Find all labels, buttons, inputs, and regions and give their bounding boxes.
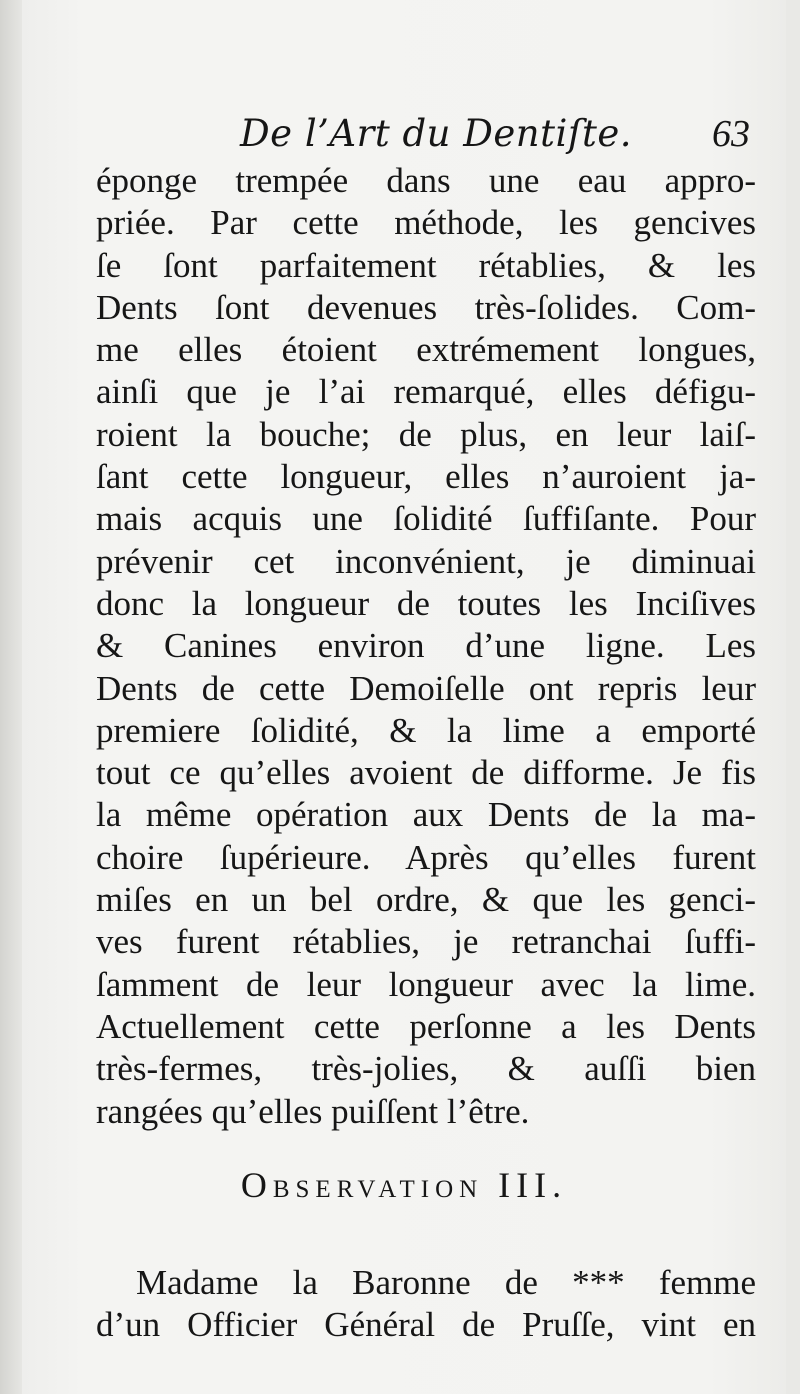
text-line: ves furent rétablies, je retranchai ſuffi- xyxy=(96,922,756,962)
text-line: rangées qu’elles puiſſent l’être. xyxy=(96,1091,530,1131)
text-line: Actuellement cette perſonne a les Dents xyxy=(96,1006,756,1046)
text-line: prévenir cet inconvénient, je diminuai xyxy=(96,541,756,581)
text-line: ſant cette longueur, elles n’auroient ja- xyxy=(96,457,756,497)
binding-gutter xyxy=(0,0,22,1394)
text-line: Dents ſont devenues très-ſolides. Com- xyxy=(96,287,756,327)
text-line: ainſi que je l’ai remarqué, elles défigu- xyxy=(96,372,756,412)
paragraph-2 xyxy=(96,1262,756,1347)
section-heading: Observation III. xyxy=(240,1165,568,1205)
text-line: la même opération aux Dents de la ma- xyxy=(96,795,756,835)
text-line: éponge trempée dans une eau appro- xyxy=(96,161,756,200)
text-line: tout ce qu’elles avoient de difforme. Je fis xyxy=(96,753,756,793)
text-line: roient la bouche; de plus, en leur laiſ- xyxy=(96,414,756,454)
text-line: me elles étoient extrémement longues, xyxy=(96,330,756,370)
text-line: Dents de cette Demoiſelle ont repris leur xyxy=(96,668,756,708)
text-line: ſamment de leur longueur avec la lime. xyxy=(96,964,756,1004)
text-line: donc la longueur de toutes les Inciſives xyxy=(96,583,756,623)
text-line: très-fermes, très-jolies, & auſſi bien xyxy=(96,1049,756,1089)
text-line: ſe ſont parfaitement rétablies, & les xyxy=(96,245,756,285)
text-line: d’un Officier Général de Pruſſe, vint en xyxy=(96,1305,756,1345)
running-title: De l’Art du Dentiſte. xyxy=(240,112,633,155)
text-line: miſes en un bel ordre, & que les genci- xyxy=(96,880,756,920)
text-line: mais acquis une ſolidité ſuffiſante. Pour xyxy=(96,499,756,539)
text-line: & Canines environ d’une ligne. Les xyxy=(96,626,756,666)
paragraph-1 xyxy=(96,160,756,1133)
text-line: priée. Par cette méthode, les gencives xyxy=(96,203,756,243)
text-line: premiere ſolidité, & la lime a emporté xyxy=(96,710,756,750)
book-page xyxy=(22,0,786,1394)
page-number: 63 xyxy=(712,113,750,155)
text-line: choire ſupérieure. Après qu’elles furent xyxy=(96,837,756,877)
text-line: Madame la Baronne de *** femme xyxy=(136,1263,756,1302)
